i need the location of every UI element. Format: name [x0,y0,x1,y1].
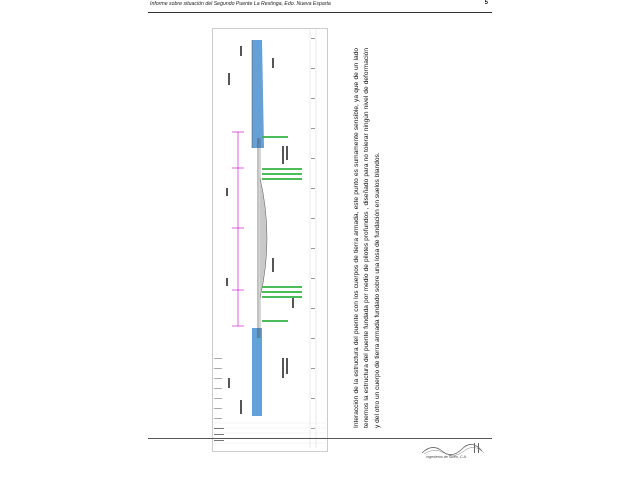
header-title: Informe sobre situación del Segundo Puente La Restinga, Edo. Nueva Esparta [150,1,331,7]
body-paragraph: Interacción de la estructura del puente con los cuerpos de tierra armada, este punto es sumamente sensible, ya que de un lado tenemos la estructura del puente fundada por medio de pilotes profundos , diseñado para no tolerar ningún nivel de deformación y del otro un cuerpo de tierra armada fundado sobre una losa de fundación en suelos blandos. [353,48,381,428]
page-header [148,0,492,13]
page-number: 5 [484,0,488,6]
bridge-elevation-drawing [212,28,328,452]
company-logo-text: Ingenieros de Suelo, C.A. [426,455,467,459]
footer-divider [148,438,492,439]
